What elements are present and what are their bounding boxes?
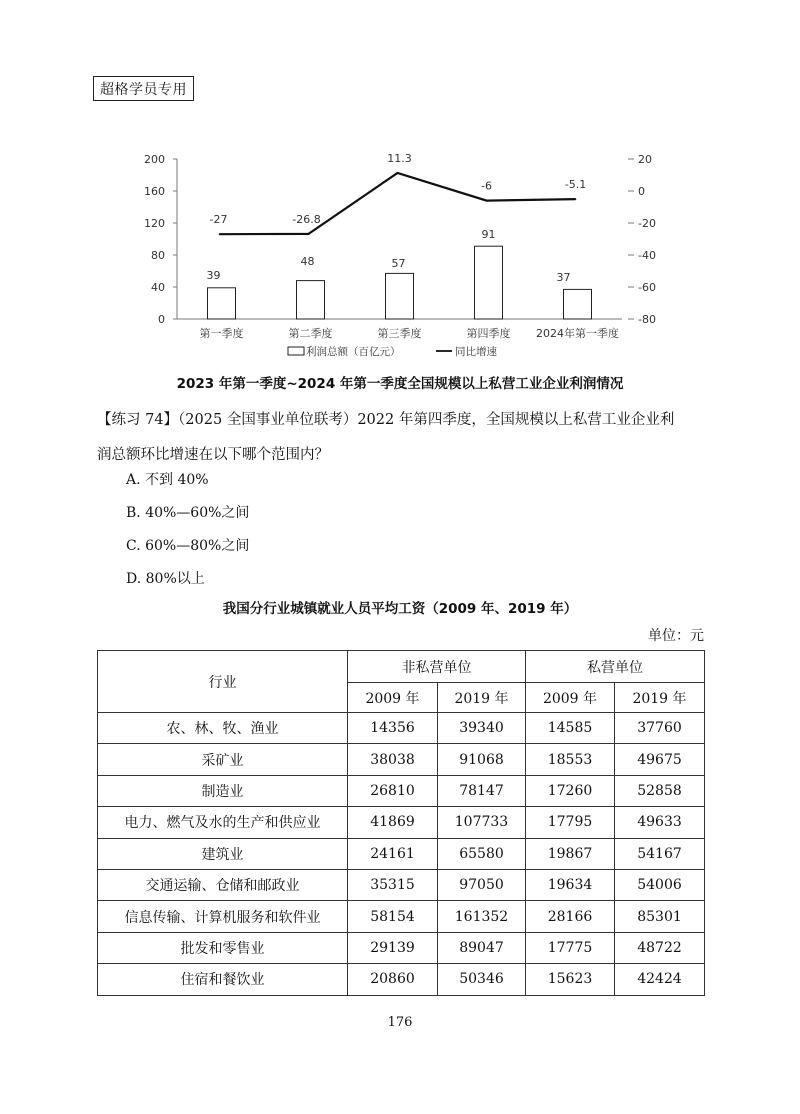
bar [386,273,414,319]
table-row [98,713,705,744]
left-tick-label: 200 [144,153,165,166]
right-tick-label: -60 [638,281,656,294]
value-cell: 97050 [438,869,526,900]
value-cell: 15623 [526,964,615,995]
question-line-1: 【练习 74】（2025 全国事业单位联考）2022 年第四季度，全国规模以上私营工业企业利 [97,412,675,428]
value-cell: 26810 [348,775,438,806]
profit-chart [0,140,800,370]
legend-bar-label: 利润总额（百亿元） [306,346,401,358]
industry-cell: 农、林、牧、渔业 [98,713,348,744]
growth-line [220,173,576,234]
value-cell: 89047 [438,932,526,963]
table-row [98,807,705,838]
industry-cell: 制造业 [98,775,348,806]
left-tick-label: 80 [151,249,165,262]
header-private: 私营单位 [526,651,705,683]
bar-data-label: 39 [206,269,221,282]
right-tick-label: -20 [638,217,656,230]
industry-cell: 信息传输、计算机服务和软件业 [98,901,348,932]
left-tick-label: 40 [151,281,165,294]
x-tick-label: 第三季度 [377,327,422,340]
header-year: 2019 年 [438,683,526,713]
value-cell: 161352 [438,901,526,932]
header-industry: 行业 [98,651,348,713]
bar [475,246,503,319]
growth-point [486,200,488,202]
left-tick-label: 120 [144,217,165,230]
industry-cell: 建筑业 [98,838,348,869]
value-cell: 65580 [438,838,526,869]
option-c[interactable]: C. 60%—80%之间 [126,538,250,554]
growth-point [575,198,577,200]
table-unit: 单位：元 [648,628,704,644]
industry-cell: 交通运输、仓储和邮政业 [98,869,348,900]
growth-point [308,233,310,235]
bar-data-label: 48 [300,255,315,268]
value-cell: 18553 [526,744,615,775]
industry-cell: 采矿业 [98,744,348,775]
value-cell: 78147 [438,775,526,806]
x-tick-label: 2024年第一季度 [536,327,619,340]
table-row [98,964,705,995]
right-tick-label: -80 [638,313,656,326]
x-tick-label: 第二季度 [288,327,333,340]
option-a[interactable]: A. 不到 40% [126,472,209,488]
value-cell: 52858 [615,775,705,806]
left-tick-label: 160 [144,185,165,198]
option-d[interactable]: D. 80%以上 [126,571,205,587]
industry-cell: 住宿和餐饮业 [98,964,348,995]
table-row [98,744,705,775]
line-data-label: -26.8 [292,212,321,226]
growth-point [219,233,221,235]
line-data-label: 11.3 [387,151,412,165]
value-cell: 54006 [615,869,705,900]
value-cell: 19867 [526,838,615,869]
line-data-label: -6 [481,179,492,193]
value-cell: 20860 [348,964,438,995]
bar [297,281,325,319]
value-cell: 14585 [526,713,615,744]
bar-data-label: 37 [556,271,571,284]
legend-bar-swatch [288,347,304,355]
right-tick-label: 20 [638,153,652,166]
value-cell: 14356 [348,713,438,744]
line-data-label: -5.1 [564,178,587,192]
value-cell: 17775 [526,932,615,963]
table-row [98,869,705,900]
value-cell: 38038 [348,744,438,775]
value-cell: 29139 [348,932,438,963]
bar [564,289,592,319]
x-tick-label: 第四季度 [466,327,511,340]
value-cell: 58154 [348,901,438,932]
value-cell: 54167 [615,838,705,869]
header-year: 2009 年 [526,683,615,713]
industry-cell: 电力、燃气及水的生产和供应业 [98,807,348,838]
bar [208,288,236,319]
value-cell: 28166 [526,901,615,932]
value-cell: 85301 [615,901,705,932]
legend-line-label: 同比增速 [455,346,497,358]
value-cell: 35315 [348,869,438,900]
value-cell: 50346 [438,964,526,995]
value-cell: 49675 [615,744,705,775]
chart-caption: 2023 年第一季度~2024 年第一季度全国规模以上私营工业企业利润情况 [176,376,624,392]
value-cell: 17795 [526,807,615,838]
header-year: 2019 年 [615,683,705,713]
value-cell: 19634 [526,869,615,900]
table-row [98,932,705,963]
left-tick-label: 0 [158,313,165,326]
value-cell: 48722 [615,932,705,963]
growth-point [397,172,399,174]
table-title: 我国分行业城镇就业人员平均工资（2009 年、2019 年） [222,601,578,617]
badge-student-only: 超格学员专用 [93,76,194,101]
right-tick-label: -40 [638,249,656,262]
table-row [98,838,705,869]
value-cell: 91068 [438,744,526,775]
value-cell: 39340 [438,713,526,744]
table-row [98,775,705,806]
header-non-private: 非私营单位 [348,651,526,683]
page-number: 176 [387,1015,413,1030]
wage-table [97,650,705,996]
question-line-2: 润总额环比增速在以下哪个范围内？ [97,447,329,463]
value-cell: 49633 [615,807,705,838]
right-tick-label: 0 [638,185,645,198]
x-tick-label: 第一季度 [199,327,244,340]
value-cell: 17260 [526,775,615,806]
table-row [98,901,705,932]
question-text [97,403,705,473]
value-cell: 107733 [438,807,526,838]
value-cell: 24161 [348,838,438,869]
value-cell: 37760 [615,713,705,744]
industry-cell: 批发和零售业 [98,932,348,963]
bar-data-label: 91 [481,228,496,241]
line-data-label: -27 [209,213,228,227]
answer-options [126,468,249,600]
bar-data-label: 57 [391,257,406,270]
value-cell: 41869 [348,807,438,838]
header-year: 2009 年 [348,683,438,713]
option-b[interactable]: B. 40%—60%之间 [126,505,250,521]
value-cell: 42424 [615,964,705,995]
